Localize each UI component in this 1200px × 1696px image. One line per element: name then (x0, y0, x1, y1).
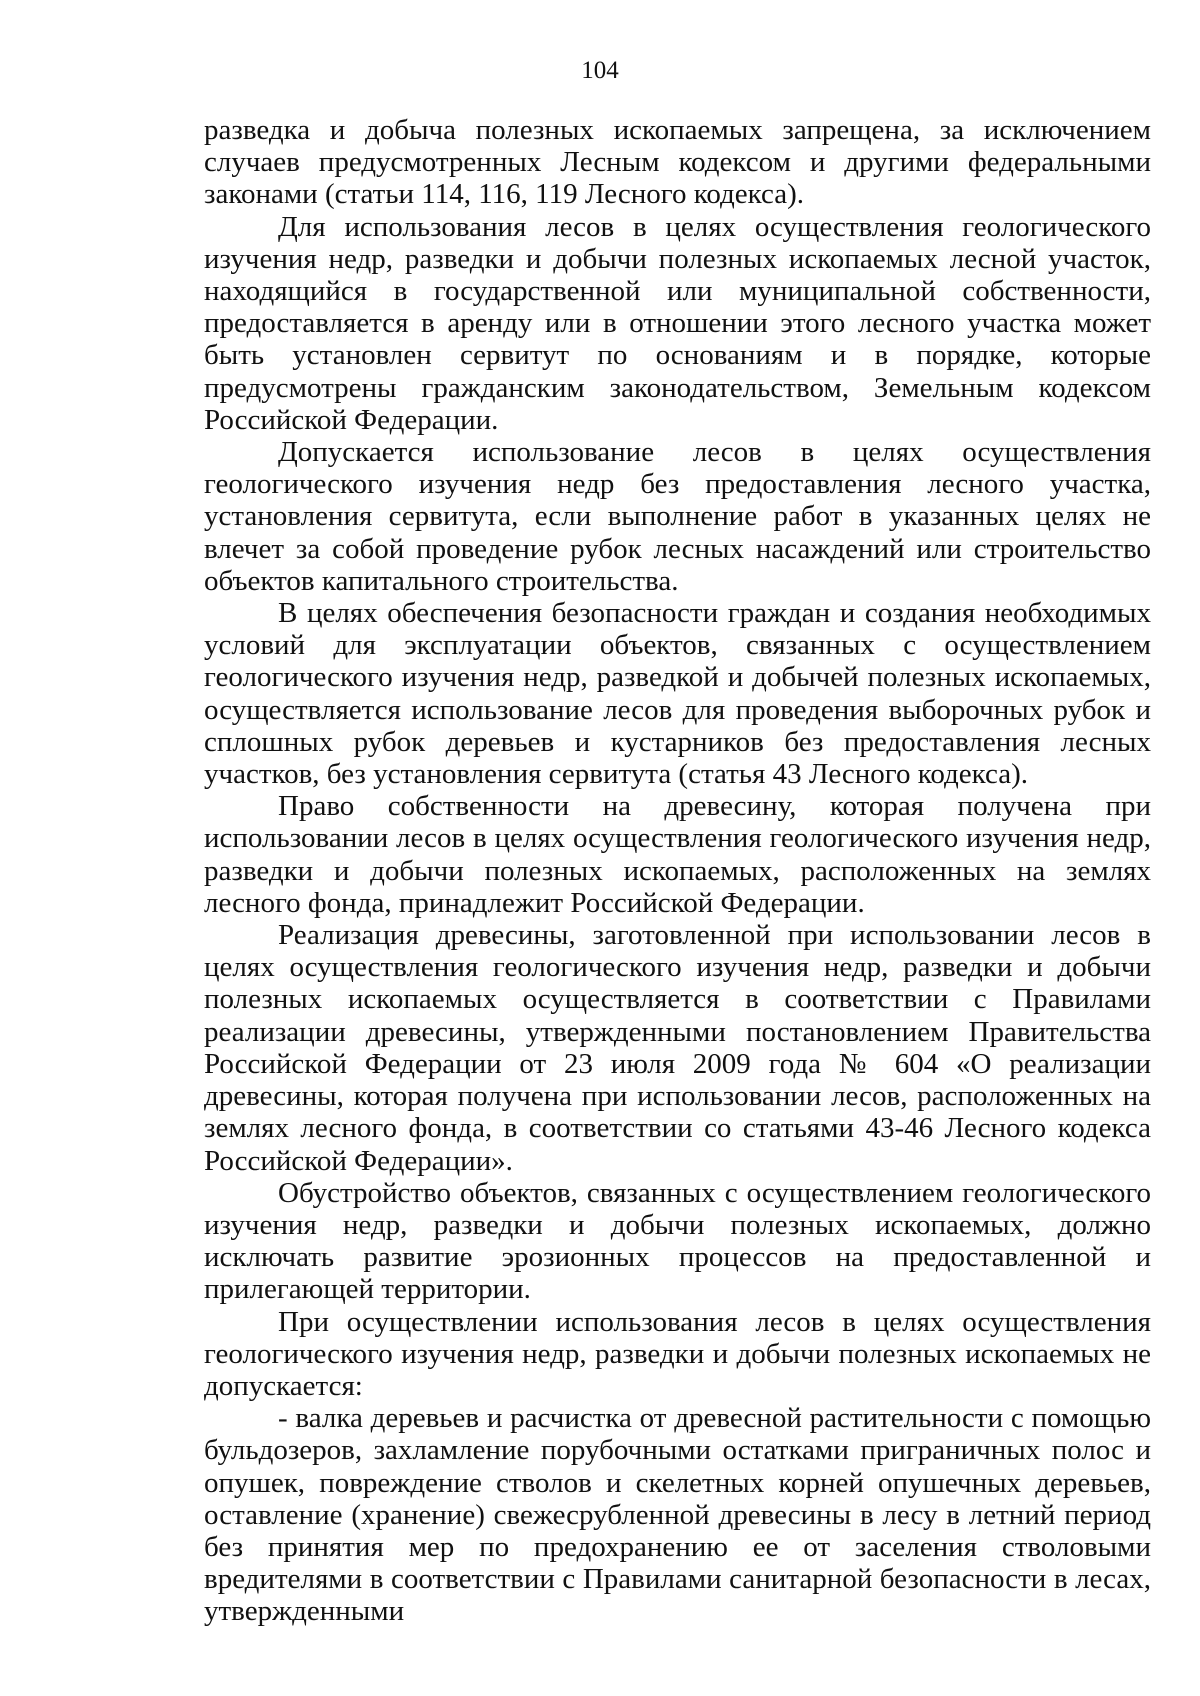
paragraph: Допускается использование лесов в целях осуществления геологического изучения недр без предоставления лесного участка, установления сервитута, если выполнение работ в указанных целях не влечет за собой проведение рубок лесных насаждений или строительство объектов капитального строительства. (204, 436, 1151, 597)
paragraph: При осуществлении использования лесов в целях осуществления геологического изучения недр, разведки и добычи полезных ископаемых не допускается: (204, 1305, 1151, 1402)
list-item: - валка деревьев и расчистка от древесной растительности с помощью бульдозеров, захламление порубочными остатками приграничных полос и опушек, повреждение стволов и скелетных корней опушечных деревьев, оставление (хранение) свежесрубленной древесины в лесу в летний период без принятия мер по предохранению ее от заселения стволовыми вредителями в соответствии с Правилами санитарной безопасности в лесах, утвержденными (204, 1402, 1151, 1628)
paragraph: Право собственности на древесину, которая получена при использовании лесов в целях осуществления геологического изучения недр, разведки и добычи полезных ископаемых, расположенных на землях лесного фонда, принадлежит Российской Федерации. (204, 790, 1151, 919)
paragraph: Реализация древесины, заготовленной при использовании лесов в целях осуществления геологического изучения недр, разведки и добычи полезных ископаемых осуществляется в соответствии с Правилами реализации древесины, утвержденными постановлением Правительства Российской Федерации от 23 июля 2009 года № 604 «О реализации древесины, которая получена при использовании лесов, расположенных на землях лесного фонда, в соответствии со статьями 43-46 Лесного кодекса Российской Федерации». (204, 919, 1151, 1177)
document-body (204, 114, 1151, 1628)
paragraph-continuation: разведка и добыча полезных ископаемых запрещена, за исключением случаев предусмотренных Лесным кодексом и другими федеральными законами (статьи 114, 116, 119 Лесного кодекса). (204, 114, 1151, 211)
paragraph: Обустройство объектов, связанных с осуществлением геологического изучения недр, разведки и добычи полезных ископаемых, должно исключать развитие эрозионных процессов на предоставленной и прилегающей территории. (204, 1176, 1151, 1306)
page-number: 104 (581, 57, 619, 84)
paragraph: В целях обеспечения безопасности граждан и создания необходимых условий для эксплуатации объектов, связанных с осуществлением геологического изучения недр, разведкой и добычей полезных ископаемых, осуществляется использование лесов для проведения выборочных рубок и сплошных рубок деревьев и кустарников без предоставления лесных участков, без установления сервитута (статья 43 Лесного кодекса). (204, 597, 1151, 791)
paragraph: Для использования лесов в целях осуществления геологического изучения недр, разведки и добычи полезных ископаемых лесной участок, находящийся в государственной или муниципальной собственности, предоставляется в аренду или в отношении этого лесного участка может быть установлен сервитут по основаниям и в порядке, которые предусмотрены гражданским законодательством, Земельным кодексом Российской Федерации. (204, 210, 1151, 436)
